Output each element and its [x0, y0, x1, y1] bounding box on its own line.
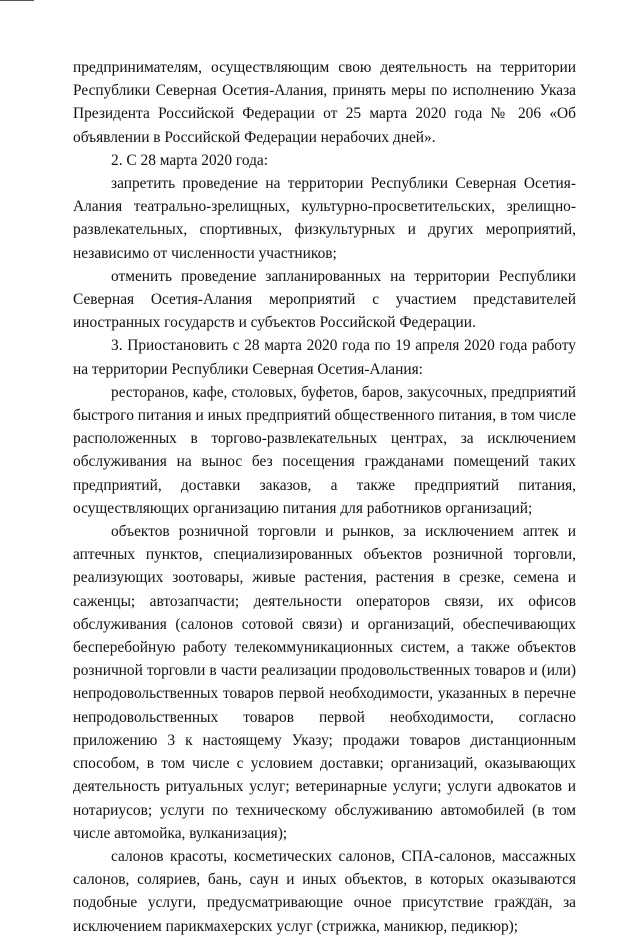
paragraph-prohibit-events: запретить проведение на территории Республики Северная Осетия-Алания театрально-зрелищных, культурно-просветительских, зрелищно-развлекательных, спортивных, физкультурных и других мероприятий, независимо от численности участников; [73, 175, 576, 262]
paragraph-restaurants: ресторанов, кафе, столовых, буфетов, баров, закусочных, предприятий быстрого питания и иных предприятий общественного питания, в том числе расположенных в торгово-развлекательных центрах, за исключением обслуживания на вынос без посещения гражданами помещений таких предприятий, доставки заказов, а также предприятий питания, осуществляющих организацию питания для работников организаций; [73, 383, 576, 517]
paragraph-cancel-events: отменить проведение запланированных на территории Республики Северная Осетия-Алания мероприятий с участием представителей иностранных государств и субъектов Российской Федерации. [73, 267, 576, 332]
scan-edge-mark [0, 0, 34, 1]
paragraph-beauty-salons: салонов красоты, косметических салонов, СПА-салонов, массажных салонов, соляриев, бань, саун и иных объектов, в которых оказываются подобные услуги, предусматривающие очное присутствие граждан, за исключением парикмахерских услуг (стрижка, маникюр, педикюр); [73, 847, 576, 935]
paragraph-item-3: 3. Приостановить с 28 марта 2020 года по 19 апреля 2020 года работу на территории Республики Северная Осетия-Алания: [73, 337, 576, 378]
paragraph-retail: объектов розничной торговли и рынков, за исключением аптек и аптечных пунктов, специализированных объектов розничной торговли, реализующих зоотовары, живые растения, растения в срезке, семена и саженцы; автозапчасти; деятельности операторов связи, их офисов обслуживания (салонов сотовой связи) и организаций, обеспечивающих бесперебойную работу телекоммуникационных систем, а также объектов розничной торговли в части реализации продовольственных товаров и (или) непродовольственных товаров первой необходимости, указанных в перечне непродовольственных товаров первой необходимости, согласно приложению 3 к настоящему Указу; продажи товаров дистанционным способом, в том числе с условием доставки; организаций, оказывающих деятельность ритуальных услуг; ветеринарные услуги; услуги адвокатов и нотариусов; услуги по техническому обслуживанию автомобилей (в том числе автомойка, вулканизация); [73, 523, 576, 842]
paragraph-continuation: предпринимателям, осуществляющим свою деятельность на территории Республики Северная Осетия-Алания, принять меры по исполнению Указа Президента Российской Федерации от 25 марта 2020 года № 206 «Об объявлении в Российской Федерации нерабочих дней». [73, 59, 576, 146]
paragraph-item-2: 2. С 28 марта 2020 года: [111, 151, 269, 169]
scan-edge-mark [517, 898, 545, 899]
document-body [73, 56, 576, 938]
